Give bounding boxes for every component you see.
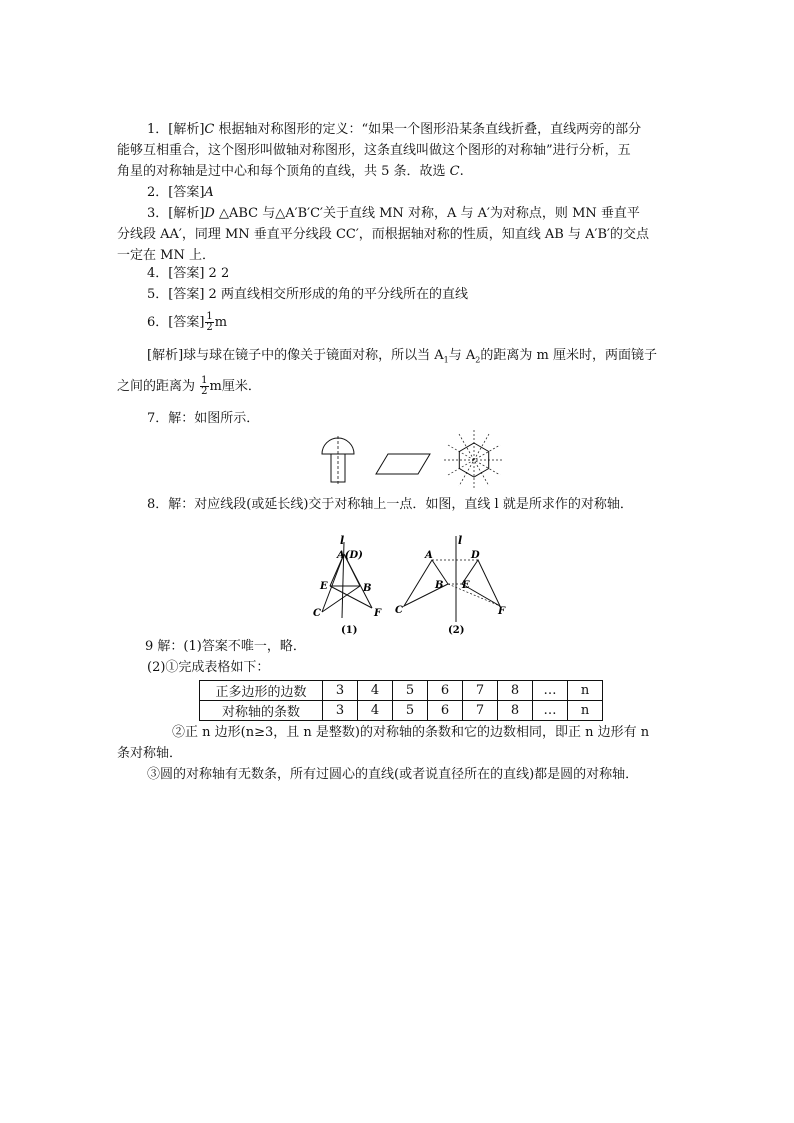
fig2-caption: (2) [448, 625, 465, 636]
table-cell: 5 [393, 681, 428, 701]
q8-line: 8．解：对应线段(或延长线)交于对称轴上一点．如图，直线 l 就是所求作的对称轴． [147, 497, 633, 512]
table-cell: 3 [323, 701, 358, 721]
q7-line: 7．解：如图所示． [147, 411, 260, 426]
q9-line-2: (2)①完成表格如下： [147, 660, 270, 675]
table-cell: … [533, 681, 568, 701]
table-cell: 6 [428, 701, 463, 721]
table-cell: … [533, 701, 568, 721]
hexagon-figure [444, 430, 504, 490]
parallelogram-figure [374, 452, 432, 478]
q1-line-3: 角星的对称轴是过中心和每个顶角的直线，共 5 条．故选 C. [117, 164, 464, 179]
fig2-label-d: D [471, 550, 480, 561]
table-cell: n [568, 681, 603, 701]
fig2-label-f: F [498, 606, 506, 617]
q9-line-4: 条对称轴． [117, 746, 183, 761]
table-cell: 4 [358, 701, 393, 721]
symmetry-figure-2 [392, 534, 516, 634]
symmetry-figure-1 [308, 534, 388, 634]
q9-line-5: ③圆的对称轴有无数条，所有过圆心的直线(或者说直径所在的直线)都是圆的对称轴． [147, 767, 639, 782]
fig2-label-a: A [425, 550, 433, 561]
fig1-label-l: l [340, 534, 345, 547]
fig1-label-ad: A(D) [337, 550, 363, 561]
mushroom-figure [320, 434, 356, 486]
table-row [200, 681, 603, 701]
q2-line: 2．[答案]A [147, 185, 214, 200]
table-header-sides: 正多边形的边数 [200, 681, 323, 701]
fig1-label-b: B [363, 583, 372, 594]
fig2-label-b: B [435, 580, 444, 591]
q6-analysis-line-2: 之间的距离为 $\frac{1}{2}$ m厘米． [117, 375, 261, 397]
table-cell: 4 [358, 681, 393, 701]
q1-line-2: 能够互相重合，这个图形叫做轴对称图形，这条直线叫做这个图形的对称轴”进行分析，五 [117, 143, 631, 158]
table-cell: 6 [428, 681, 463, 701]
table-cell: 8 [498, 681, 533, 701]
fig1-caption: (1) [341, 625, 358, 636]
fig2-label-l: l [458, 534, 463, 547]
q1-line-1: 1．[解析]C 根据轴对称图形的定义：“如果一个图形沿某条直线折叠，直线两旁的部分 [147, 122, 642, 137]
q3-line-2: 分线段 AA′，同理 MN 垂直平分线段 CC′，而根据轴对称的性质，知直线 AB 与 A′B′的交点 [117, 227, 649, 242]
fig1-label-c: C [313, 608, 321, 619]
table-cell: 5 [393, 701, 428, 721]
q4-line: 4．[答案] 2 2 [147, 266, 230, 281]
table-cell: 8 [498, 701, 533, 721]
q6-fraction-2: $\frac{1}{2}$ [201, 375, 208, 397]
fig2-label-c: C [395, 605, 403, 616]
q6-fraction: $\frac{1}{2}$ [206, 311, 213, 333]
table-header-axes: 对称轴的条数 [200, 701, 323, 721]
q5-line: 5．[答案] 2 两直线相交所形成的角的平分线所在的直线 [147, 287, 468, 302]
q3-line-3: 一定在 MN 上． [117, 248, 215, 263]
polygon-symmetry-table [199, 680, 603, 721]
q6-analysis-line-1: [解析]球与球在镜子中的像关于镜面对称，所以当 $A_1$与 $A_2$的距离为 m 厘米时，两面镜子 [147, 348, 657, 365]
q3-line-1: 3．[解析]D △ABC 与△A′B′C′关于直线 MN 对称，A 与 A′为对称点，则 MN 垂直平 [147, 206, 640, 221]
table-row [200, 701, 603, 721]
table-cell: 7 [463, 701, 498, 721]
fig2-label-e: E [462, 580, 470, 591]
fig1-label-f: F [374, 608, 382, 619]
table-cell: 3 [323, 681, 358, 701]
q6-answer-line: 6．[答案] $\frac{1}{2}$ m [147, 311, 228, 333]
table-cell: n [568, 701, 603, 721]
q9-line-3: ②正 n 边形(n≥3，且 n 是整数)的对称轴的条数和它的边数相同，即正 n 边形有 n [172, 725, 650, 740]
fig1-label-e: E [320, 581, 328, 592]
q9-line-1: 9 解：(1)答案不唯一，略． [145, 639, 306, 654]
table-cell: 7 [463, 681, 498, 701]
